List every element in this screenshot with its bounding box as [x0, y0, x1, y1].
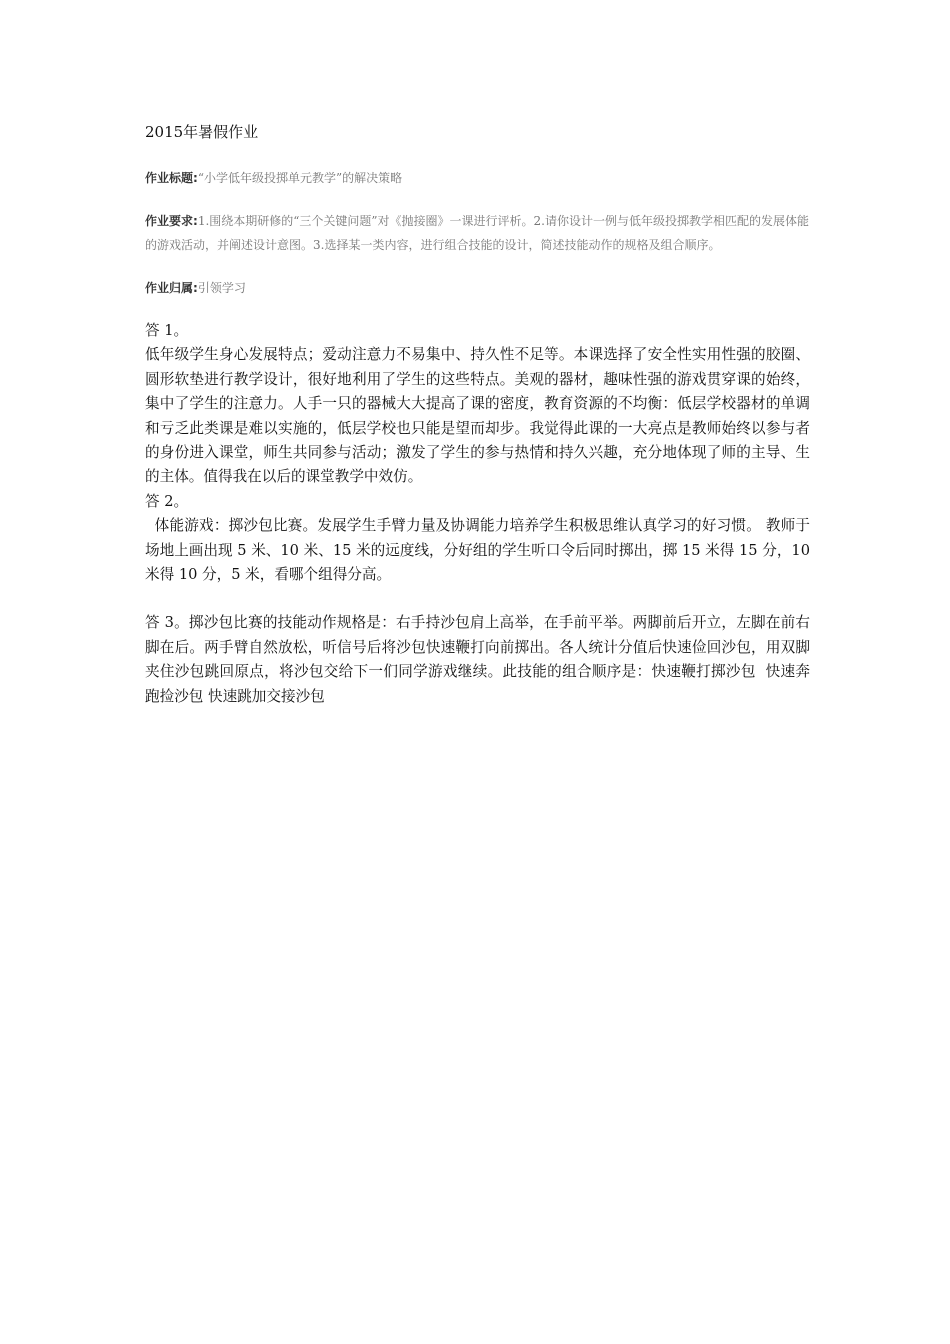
requirement-colon: : — [193, 214, 198, 228]
answer-3-body: 答 3。掷沙包比赛的技能动作规格是：右手持沙包肩上高举，在手前平举。两脚前后开立，左脚在前右脚在后。两手臂自然放松，听信号后将沙包快速鞭打向前掷出。各人统计分值后快速俭回沙包，用双脚夹住沙包跳回原点，将沙包交给下一们同学游戏继续。此技能的组合顺序是：快速鞭打掷沙包 快速奔跑捡沙包 快速跳加交接沙包 — [145, 614, 810, 705]
document-title: 2015年暑假作业 — [145, 123, 259, 141]
requirement-label: 作业要求 — [145, 214, 194, 228]
topic-label: 作业标题 — [145, 171, 194, 185]
paragraph-gap — [145, 587, 810, 611]
requirement-value: 1.围绕本期研修的“三个关键问题”对《抛接圈》一课进行评析。2.请你设计一例与低年级投掷教学相匹配的发展体能的游戏活动，并阐述设计意图。3.选择某一类内容，进行组合技能的设计，简述技能动作的规格及组合顺序。 — [145, 214, 810, 252]
document-page — [145, 118, 815, 709]
belong-colon: : — [193, 281, 198, 295]
topic-colon: : — [193, 171, 198, 185]
belong-value: 引领学习 — [197, 281, 246, 295]
topic-value: “小学低年级投掷单元教学”的解决策略 — [197, 171, 403, 185]
answer-2-heading: 答 2。 — [145, 492, 189, 510]
answer-1-body: 低年级学生身心发展特点；爱动注意力不易集中、持久性不足等。本课选择了安全性实用性强的胶圈、圆形软垫进行教学设计，很好地利用了学生的这些特点。美观的器材，趣味性强的游戏贯穿课的始终，集中了学生的注意力。人手一只的器械大大提高了课的密度，教育资源的不均衡：低层学校器材的单调和亏乏此类课是难以实施的，低层学校也只能是望而却步。我觉得此课的一大亮点是教师始终以参与者的身份进入课堂，师生共同参与活动；激发了学生的参与热情和持久兴趣，充分地体现了师的主导、生的主体。值得我在以后的课堂教学中效仿。 — [145, 346, 810, 486]
answer-2-body: 体能游戏：掷沙包比赛。发展学生手臂力量及协调能力培养学生积极思维认真学习的好习惯。 教师于场地上画出现 5 米、10 米、15 米的远度线，分好组的学生听口令后同时掷出，掷 15 米得 15 分，10 米得 10 分，5 米，看哪个组得分高。 — [145, 517, 815, 584]
belong-label: 作业归属 — [145, 281, 194, 295]
answers-section — [145, 319, 815, 709]
assignment-belonging — [145, 276, 810, 300]
assignment-topic — [145, 166, 810, 190]
assignment-requirement — [145, 209, 810, 257]
answer-1-heading: 答 1。 — [145, 322, 189, 339]
